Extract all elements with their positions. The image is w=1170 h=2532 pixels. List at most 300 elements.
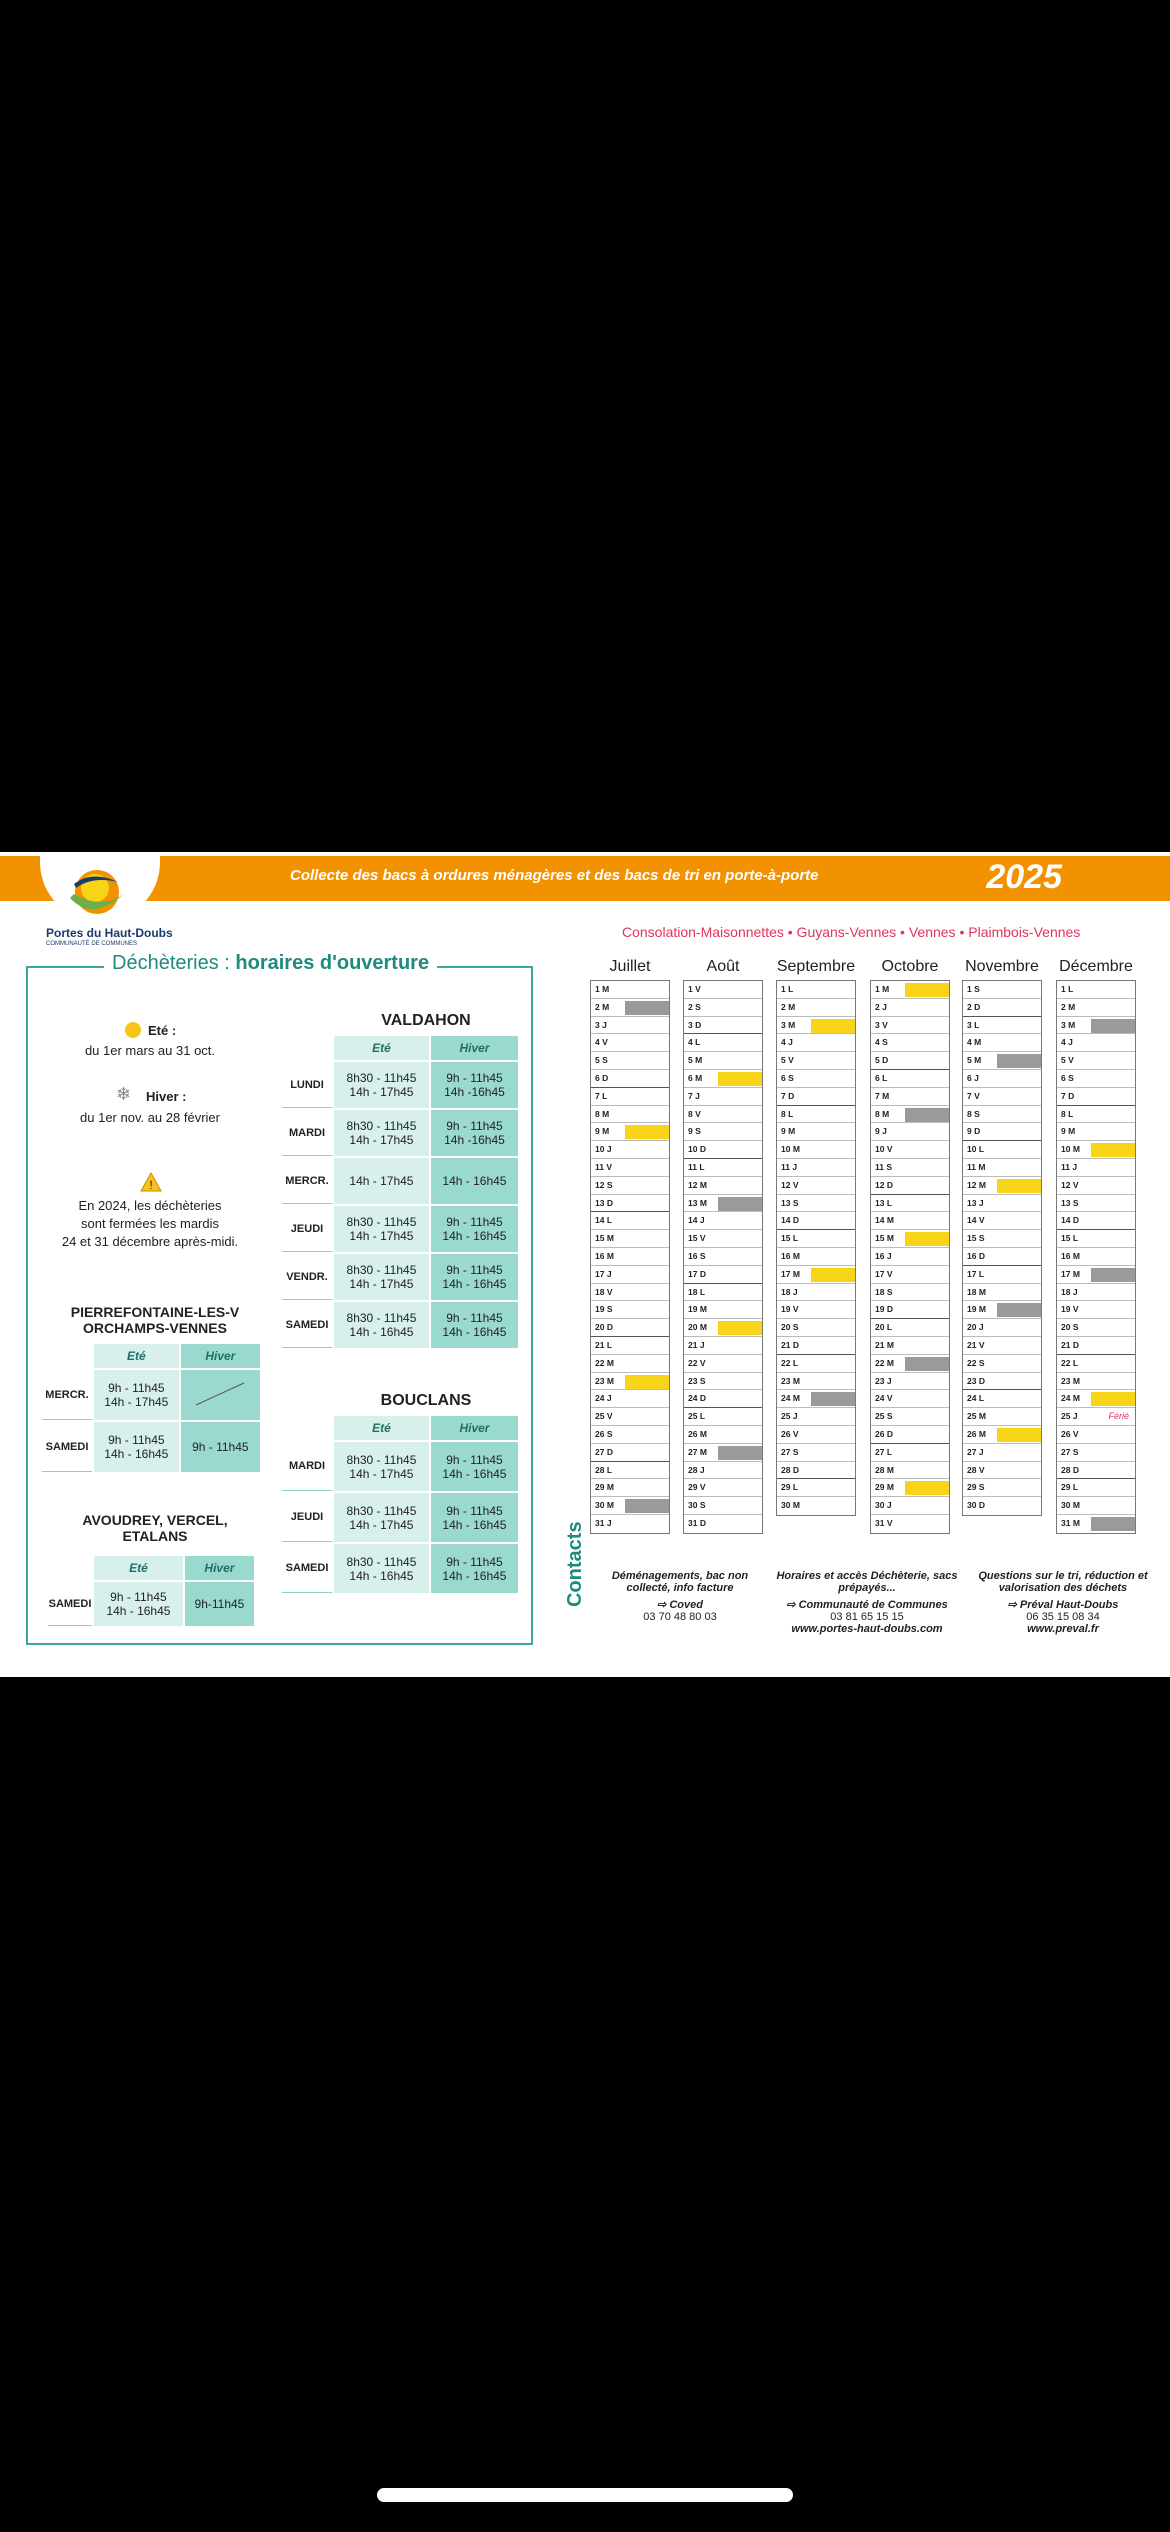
month-days — [962, 980, 1042, 1516]
calendar-day: 13 S — [777, 1195, 855, 1213]
calendar-day: 29 V — [684, 1479, 762, 1497]
calendar-day: 23 M — [591, 1373, 669, 1391]
contact-preval-org: ⇨ Préval Haut-Doubs — [1007, 1599, 1119, 1611]
day-label: MARDI — [282, 1442, 332, 1491]
contact-cc-phone[interactable]: 03 81 65 15 15 — [830, 1611, 904, 1623]
calendar-day: 20 D — [591, 1319, 669, 1337]
day-label: SAMEDI — [282, 1544, 332, 1593]
valdahon-table — [280, 1034, 520, 1350]
collection-yellow-marker — [997, 1179, 1041, 1193]
calendar-day: 1 S — [963, 981, 1041, 999]
schedule-row — [282, 1544, 518, 1593]
ete-hours: 9h - 11h45 14h - 17h45 — [94, 1370, 179, 1420]
header-banner — [0, 856, 1170, 901]
calendar-day: 15 M — [591, 1230, 669, 1248]
month-column — [870, 958, 950, 1534]
calendar-day: 9 S — [684, 1123, 762, 1141]
calendar-day: 12 V — [777, 1177, 855, 1195]
hiver-hours: 9h - 11h45 14h -16h45 — [431, 1110, 518, 1156]
calendar-day: 7 L — [591, 1088, 669, 1106]
logo-subtitle: COMMUNAUTÉ DE COMMUNES — [46, 941, 137, 947]
calendar-day: 17 V — [871, 1266, 949, 1284]
schedule-row — [282, 1254, 518, 1300]
collection-yellow-marker — [625, 1125, 669, 1139]
calendar-day: 8 L — [777, 1106, 855, 1124]
calendar-day: 6 D — [591, 1070, 669, 1088]
calendar-day: 10 M — [1057, 1141, 1135, 1159]
calendar-day: 20 J — [963, 1319, 1041, 1337]
calendar-day: 30 J — [871, 1497, 949, 1515]
calendar-day: 9 D — [963, 1123, 1041, 1141]
calendar-day: 17 L — [963, 1266, 1041, 1284]
calendar-day: 2 M — [777, 999, 855, 1017]
calendar-day: 6 M — [684, 1070, 762, 1088]
ete-hours: 8h30 - 11h45 14h - 17h45 — [334, 1442, 429, 1491]
calendar-day: 19 D — [871, 1301, 949, 1319]
closed-slash — [190, 1379, 250, 1409]
calendar-day: 8 V — [684, 1106, 762, 1124]
month-name: Septembre — [776, 958, 856, 975]
calendar-day: 4 J — [1057, 1034, 1135, 1052]
calendar-day: 8 M — [591, 1106, 669, 1124]
calendar-day: 26 M — [684, 1426, 762, 1444]
calendar-day: 1 M — [871, 981, 949, 999]
calendar-day: 31 J — [595, 1517, 612, 1528]
month-name: Décembre — [1059, 958, 1133, 975]
calendar-day: 12 S — [591, 1177, 669, 1195]
schedule-row — [48, 1582, 254, 1626]
schedule-row — [42, 1370, 260, 1420]
collection-gray-marker — [625, 1001, 669, 1015]
col-ete-header: Eté — [334, 1416, 429, 1440]
calendar-day: 26 D — [871, 1426, 949, 1444]
calendar-day: 20 M — [684, 1319, 762, 1337]
calendar-day: 31 V — [875, 1517, 893, 1528]
day-label: JEUDI — [282, 1206, 332, 1252]
day-label: SAMEDI — [48, 1582, 92, 1626]
calendar-day: 30 M — [1057, 1497, 1135, 1515]
calendar-day: 19 S — [591, 1301, 669, 1319]
valdahon-title: VALDAHON — [381, 1012, 471, 1029]
month-column — [683, 958, 763, 1534]
calendar-day: 3 L — [963, 1017, 1041, 1035]
calendar-day: 12 V — [1057, 1177, 1135, 1195]
calendar-day: 27 S — [777, 1444, 855, 1462]
heading-bold: horaires d'ouverture — [235, 952, 430, 974]
calendar-day: 27 S — [1057, 1444, 1135, 1462]
contact-cc-org: ⇨ Communauté de Communes — [786, 1599, 948, 1611]
contact-coved-phone[interactable]: 03 70 48 80 03 — [643, 1611, 717, 1623]
communes-list: Consolation-Maisonnettes • Guyans-Vennes • Vennes • Plaimbois-Vennes — [622, 924, 1081, 940]
calendar-day: 29 M — [591, 1479, 669, 1497]
ete-hours: 9h - 11h45 14h - 16h45 — [94, 1422, 179, 1472]
calendar-day: 1 L — [1057, 981, 1135, 999]
calendar-day: 10 V — [871, 1141, 949, 1159]
calendar-day: 4 V — [591, 1034, 669, 1052]
contact-cc — [772, 1570, 962, 1635]
calendar-day: 5 M — [684, 1052, 762, 1070]
calendar-day: 19 V — [777, 1301, 855, 1319]
calendar-day: 19 V — [1057, 1301, 1135, 1319]
calendar-day: 14 D — [777, 1212, 855, 1230]
avoudrey-table — [46, 1554, 256, 1628]
collection-gray-marker — [1091, 1019, 1135, 1033]
calendar-day: 24 J — [591, 1390, 669, 1408]
calendar-day: 21 D — [777, 1337, 855, 1355]
calendar-day: 18 J — [1057, 1284, 1135, 1302]
calendar-day: 27 M — [684, 1444, 762, 1462]
calendar-day: 22 L — [777, 1355, 855, 1373]
logo-icon — [62, 864, 132, 922]
collection-yellow-marker — [718, 1321, 762, 1335]
ete-hours: 8h30 - 11h45 14h - 17h45 — [334, 1254, 429, 1300]
calendar-day: 2 D — [963, 999, 1041, 1017]
collection-yellow-marker — [811, 1019, 855, 1033]
month-days — [776, 980, 856, 1516]
calendar-day: 22 V — [684, 1355, 762, 1373]
calendar-day: 11 J — [777, 1159, 855, 1177]
collection-yellow-marker — [1091, 1143, 1135, 1157]
calendar-day: 21 D — [1057, 1337, 1135, 1355]
calendar-day: 28 M — [871, 1462, 949, 1480]
calendar-day: 18 V — [591, 1284, 669, 1302]
month-name: Juillet — [609, 958, 651, 975]
table-corner — [282, 1036, 332, 1060]
calendar-day: 31 D — [688, 1517, 706, 1528]
calendar-day: 13 M — [684, 1195, 762, 1213]
table-corner — [42, 1344, 92, 1368]
schedule-row — [282, 1442, 518, 1491]
snowflake-icon: ❄ — [116, 1084, 132, 1104]
collection-yellow-marker — [1091, 1392, 1135, 1406]
ete-hours: 14h - 17h45 — [334, 1158, 429, 1204]
day-label: JEUDI — [282, 1493, 332, 1542]
calendar-day: 28 V — [963, 1462, 1041, 1480]
day-label: MERCR. — [42, 1370, 92, 1420]
calendar-day: 16 M — [1057, 1248, 1135, 1266]
calendar-day: 2 M — [591, 999, 669, 1017]
calendar-day: 24 M — [1057, 1390, 1135, 1408]
notice-line-1: En 2024, les déchèteries — [78, 1198, 222, 1213]
month-column — [1056, 958, 1136, 1534]
contact-coved — [610, 1570, 750, 1623]
calendar-day: 1 M — [591, 981, 669, 999]
collection-gray-marker — [997, 1303, 1041, 1317]
calendar-day: 21 M — [871, 1337, 949, 1355]
calendar-day: 27 D — [591, 1444, 669, 1462]
calendar-day: 25 L — [684, 1408, 762, 1426]
calendar-day: 24 M — [777, 1390, 855, 1408]
calendar-day: 4 L — [684, 1034, 762, 1052]
hiver-label: Hiver : — [146, 1089, 187, 1104]
month-days — [590, 980, 670, 1534]
calendar-day: 16 D — [963, 1248, 1041, 1266]
bouclans-table — [280, 1414, 520, 1595]
calendar-day: 15 L — [777, 1230, 855, 1248]
calendar-day: 12 M — [684, 1177, 762, 1195]
calendar-day: 2 S — [684, 999, 762, 1017]
calendar-day: 11 V — [591, 1159, 669, 1177]
collection-gray-marker — [997, 1054, 1041, 1068]
day-label: VENDR. — [282, 1254, 332, 1300]
collection-gray-marker — [905, 1108, 949, 1122]
calendar-day: 21 L — [591, 1337, 669, 1355]
calendar-day: 30 M — [591, 1497, 669, 1515]
calendar-day: 7 M — [871, 1088, 949, 1106]
collection-yellow-marker — [718, 1072, 762, 1086]
calendar-day: 8 S — [963, 1106, 1041, 1124]
month-name: Octobre — [881, 958, 939, 975]
sun-icon — [122, 1019, 144, 1041]
calendar-day: 23 D — [963, 1373, 1041, 1391]
calendar-day: 2 M — [1057, 999, 1135, 1017]
calendar-day: 5 V — [777, 1052, 855, 1070]
month-name: Août — [706, 958, 740, 975]
calendar-day: 17 M — [1057, 1266, 1135, 1284]
table-corner — [48, 1556, 92, 1580]
calendar-day: 20 S — [777, 1319, 855, 1337]
hiver-hours: 9h - 11h45 14h - 16h45 — [431, 1254, 518, 1300]
calendar-day: 4 S — [871, 1034, 949, 1052]
month-name: Novembre — [965, 958, 1039, 975]
notice-line-2: sont fermées les mardis — [81, 1216, 219, 1231]
contact-preval-desc: Questions sur le tri, réduction et valorisation des déchets — [978, 1570, 1148, 1594]
ete-hours: 8h30 - 11h45 14h - 16h45 — [334, 1544, 429, 1593]
avoudrey-title: AVOUDREY, VERCEL, ETALANS — [82, 1512, 228, 1544]
calendar-day: 7 D — [1057, 1088, 1135, 1106]
banner-title: Collecte des bacs à ordures ménagères et des bacs de tri en porte-à-porte — [290, 867, 819, 884]
calendar-day: 14 J — [684, 1212, 762, 1230]
calendar-day: 11 S — [871, 1159, 949, 1177]
calendar-day: 3 M — [1057, 1017, 1135, 1035]
calendar-day: 28 D — [1057, 1462, 1135, 1480]
ete-period: du 1er mars au 31 oct. — [84, 1043, 216, 1058]
calendar-day: 30 D — [967, 1500, 985, 1511]
day-label: MERCR. — [282, 1158, 332, 1204]
day-label: SAMEDI — [42, 1422, 92, 1472]
collection-gray-marker — [811, 1392, 855, 1406]
calendar-day: 26 V — [777, 1426, 855, 1444]
calendar-day: 29 M — [871, 1479, 949, 1497]
schedule-row — [282, 1302, 518, 1348]
calendar-day: 30 S — [684, 1497, 762, 1515]
calendar-day: 25 J Férié — [1057, 1408, 1135, 1426]
collection-gray-marker — [718, 1197, 762, 1211]
col-ete-header: Eté — [94, 1556, 183, 1580]
calendar-day: 5 S — [591, 1052, 669, 1070]
collection-yellow-marker — [905, 983, 949, 997]
calendar-day: 1 L — [777, 981, 855, 999]
warning-icon — [140, 1172, 162, 1192]
pierrefontaine-table — [40, 1342, 262, 1474]
calendar-day: 29 L — [1057, 1479, 1135, 1497]
month-days — [870, 980, 950, 1534]
ete-label: Eté : — [148, 1023, 177, 1038]
schedule-row — [282, 1206, 518, 1252]
calendar-day: 13 D — [591, 1195, 669, 1213]
calendar-day: 12 D — [871, 1177, 949, 1195]
calendar-day: 18 M — [963, 1284, 1041, 1302]
calendar-day: 15 M — [871, 1230, 949, 1248]
calendar-day: 15 V — [684, 1230, 762, 1248]
calendar-day: 9 M — [1057, 1123, 1135, 1141]
flyer — [0, 852, 1170, 1677]
hiver-period: du 1er nov. au 28 février — [80, 1110, 220, 1125]
calendar-day: 23 S — [684, 1373, 762, 1391]
collection-yellow-marker — [625, 1375, 669, 1389]
calendar-day: 22 M — [871, 1355, 949, 1373]
calendar-day: 18 J — [777, 1284, 855, 1302]
calendar-day: 18 S — [871, 1284, 949, 1302]
calendar-day: 9 M — [591, 1123, 669, 1141]
calendar-day: 11 M — [963, 1159, 1041, 1177]
calendar-day: 18 L — [684, 1284, 762, 1302]
hiver-hours: 9h - 11h45 14h - 16h45 — [431, 1493, 518, 1542]
calendar-day: 31 M — [1057, 1515, 1135, 1533]
calendar-day: 22 L — [1057, 1355, 1135, 1373]
calendar-day: 28 L — [591, 1462, 669, 1480]
calendar-day: 16 J — [871, 1248, 949, 1266]
calendar-day: 24 V — [871, 1390, 949, 1408]
calendar-day: 11 L — [684, 1159, 762, 1177]
calendar-day: 8 L — [1057, 1106, 1135, 1124]
col-ete-header: Eté — [334, 1036, 429, 1060]
calendar-day: 16 M — [591, 1248, 669, 1266]
calendar-day: 14 D — [1057, 1212, 1135, 1230]
month-days — [1056, 980, 1136, 1534]
ete-hours: 8h30 - 11h45 14h - 17h45 — [334, 1062, 429, 1108]
ete-hours: 8h30 - 11h45 14h - 17h45 — [334, 1493, 429, 1542]
calendar-day: 25 S — [871, 1408, 949, 1426]
month-column — [776, 958, 856, 1516]
calendar-day: 23 M — [777, 1373, 855, 1391]
collection-yellow-marker — [997, 1428, 1041, 1442]
table-corner — [282, 1416, 332, 1440]
calendar-day: 24 D — [684, 1390, 762, 1408]
calendar-day: 21 J — [684, 1337, 762, 1355]
contact-coved-desc: Déménagements, bac non collecté, info facture — [611, 1570, 749, 1594]
calendar-day: 30 M — [781, 1500, 800, 1511]
collection-yellow-marker — [905, 1481, 949, 1495]
calendar-day: 9 M — [777, 1123, 855, 1141]
day-label: SAMEDI — [282, 1302, 332, 1348]
day-label: LUNDI — [282, 1062, 332, 1108]
hiver-hours: 9h - 11h45 14h -16h45 — [431, 1062, 518, 1108]
calendar-day: 7 V — [963, 1088, 1041, 1106]
calendar-day: 15 L — [1057, 1230, 1135, 1248]
calendar-day: 5 D — [871, 1052, 949, 1070]
calendar-day: 20 S — [1057, 1319, 1135, 1337]
hiver-hours — [181, 1370, 260, 1420]
calendar-day: 10 J — [591, 1141, 669, 1159]
calendar-day: 10 D — [684, 1141, 762, 1159]
pierrefontaine-title: PIERREFONTAINE-LES-V ORCHAMPS-VENNES — [70, 1304, 240, 1336]
calendar-day: 26 V — [1057, 1426, 1135, 1444]
calendar-day: 28 J — [684, 1462, 762, 1480]
collection-gray-marker — [905, 1357, 949, 1371]
calendar-day: 6 L — [871, 1070, 949, 1088]
calendar-day: 29 S — [963, 1479, 1041, 1497]
calendar-day: 4 J — [777, 1034, 855, 1052]
schedule-row — [282, 1158, 518, 1204]
calendar-day: 17 J — [591, 1266, 669, 1284]
calendar-day: 6 J — [963, 1070, 1041, 1088]
hiver-hours: 9h - 11h45 14h - 16h45 — [431, 1442, 518, 1491]
calendar-day: 11 J — [1057, 1159, 1135, 1177]
schedule-row — [42, 1422, 260, 1472]
hiver-hours: 9h-11h45 — [185, 1582, 254, 1626]
calendar-day: 16 S — [684, 1248, 762, 1266]
calendar-day: 5 M — [963, 1052, 1041, 1070]
collection-yellow-marker — [905, 1232, 949, 1246]
calendar-day: 17 M — [777, 1266, 855, 1284]
decheteries-heading — [104, 952, 437, 975]
logo-text: Portes du Haut-Doubs — [46, 926, 173, 940]
calendar-day: 8 M — [871, 1106, 949, 1124]
collection-gray-marker — [1091, 1517, 1135, 1531]
collection-gray-marker — [718, 1446, 762, 1460]
calendar-day: 25 V — [591, 1408, 669, 1426]
heading-prefix: Déchèteries : — [112, 952, 236, 974]
calendar-day: 17 D — [684, 1266, 762, 1284]
year-label: 2025 — [986, 858, 1062, 896]
calendar-day: 1 V — [684, 981, 762, 999]
home-indicator[interactable] — [377, 2488, 793, 2502]
calendar-day: 25 J — [777, 1408, 855, 1426]
contact-cc-desc: Horaires et accès Déchèterie, sacs prépayés... — [776, 1570, 958, 1594]
calendar-day: 24 L — [963, 1390, 1041, 1408]
svg-text:!: ! — [149, 1178, 153, 1192]
collection-yellow-marker — [811, 1268, 855, 1282]
ete-hours: 8h30 - 11h45 14h - 16h45 — [334, 1302, 429, 1348]
calendar-day: 16 M — [777, 1248, 855, 1266]
notice-line-3: 24 et 31 décembre après-midi. — [61, 1234, 239, 1249]
calendar-day: 13 J — [963, 1195, 1041, 1213]
calendar-day: 9 J — [871, 1123, 949, 1141]
calendar-day: 12 M — [963, 1177, 1041, 1195]
hiver-hours: 9h - 11h45 14h - 16h45 — [431, 1206, 518, 1252]
calendar-day: 22 S — [963, 1355, 1041, 1373]
calendar-day: 14 L — [591, 1212, 669, 1230]
calendar-day: 3 J — [591, 1017, 669, 1035]
calendar-day: 13 S — [1057, 1195, 1135, 1213]
calendar-day: 6 S — [1057, 1070, 1135, 1088]
calendar-day: 29 L — [777, 1479, 855, 1497]
calendar-day: 10 M — [777, 1141, 855, 1159]
hiver-hours: 9h - 11h45 — [181, 1422, 260, 1472]
calendar-day: 14 M — [871, 1212, 949, 1230]
calendar-day: 25 M — [963, 1408, 1041, 1426]
calendar-day: 26 M — [963, 1426, 1041, 1444]
contact-preval-url[interactable]: www.preval.fr — [1027, 1623, 1099, 1635]
calendar-day: 15 S — [963, 1230, 1041, 1248]
contact-coved-org: ⇨ Coved — [657, 1599, 703, 1611]
schedule-row — [282, 1493, 518, 1542]
calendar-day: 21 V — [963, 1337, 1041, 1355]
contact-preval-phone[interactable]: 06 35 15 08 34 — [1026, 1611, 1100, 1623]
hiver-hours: 14h - 16h45 — [431, 1158, 518, 1204]
calendar-day: 2 J — [871, 999, 949, 1017]
calendar-day: 3 M — [777, 1017, 855, 1035]
calendar-day: 3 D — [684, 1017, 762, 1035]
calendar-day: 7 D — [777, 1088, 855, 1106]
contact-cc-url[interactable]: www.portes-haut-doubs.com — [791, 1623, 943, 1635]
calendar-day: 19 M — [963, 1301, 1041, 1319]
month-days — [683, 980, 763, 1534]
calendar-day: 26 S — [591, 1426, 669, 1444]
ete-hours: 8h30 - 11h45 14h - 17h45 — [334, 1206, 429, 1252]
col-hiver-header: Hiver — [185, 1556, 254, 1580]
